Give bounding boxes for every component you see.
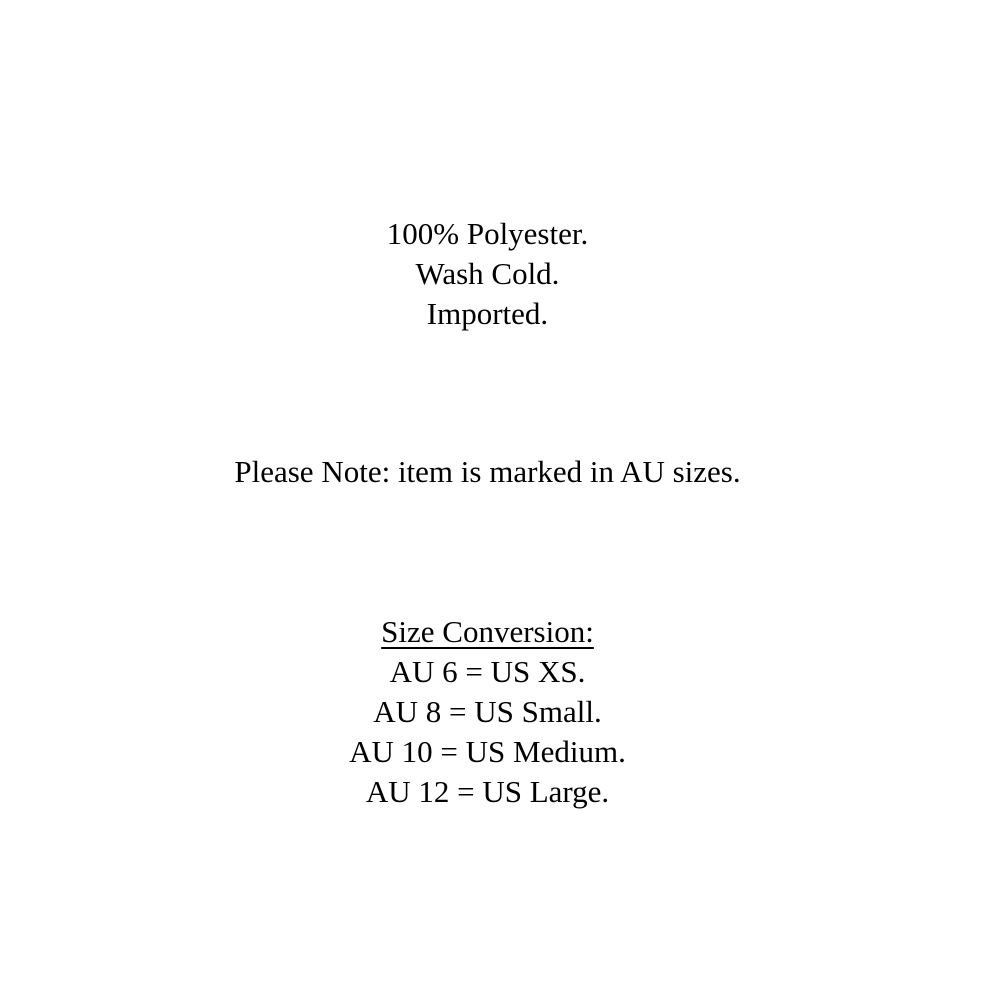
sizing-note-text: Please Note: item is marked in AU sizes. (234, 454, 741, 489)
wash-line: Wash Cold. (415, 256, 560, 291)
size-row: AU 6 = US XS. (389, 654, 586, 689)
size-conversion-heading: Size Conversion: (381, 614, 594, 649)
size-conversion (0, 612, 975, 812)
care-instructions (0, 214, 975, 334)
size-row: AU 10 = US Medium. (349, 734, 626, 769)
size-row: AU 12 = US Large. (365, 774, 610, 809)
size-row: AU 8 = US Small. (373, 694, 602, 729)
origin-line: Imported. (426, 296, 549, 331)
sizing-note (0, 452, 975, 492)
material-line: 100% Polyester. (386, 216, 589, 251)
